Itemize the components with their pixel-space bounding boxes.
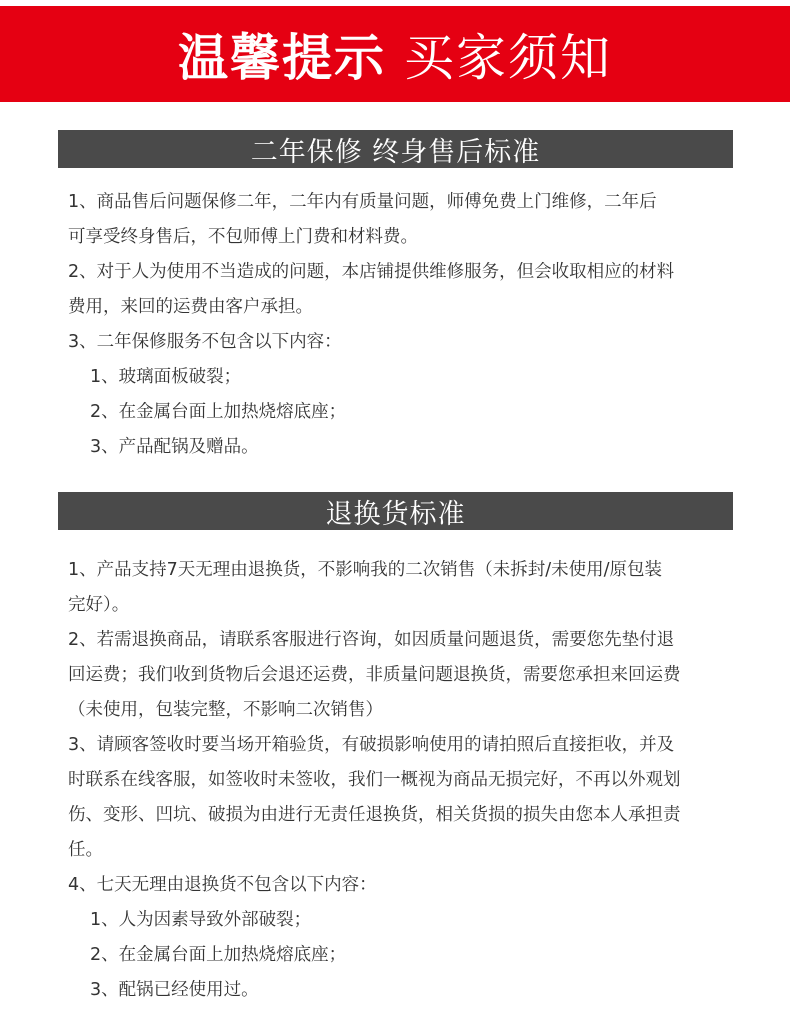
warranty-line: 可享受终身售后，不包师傅上门费和材料费。 <box>68 227 418 247</box>
warranty-exclusion-item: 2、在金属台面上加热烧熔底座； <box>90 402 347 422</box>
warranty-line: 费用，来回的运费由客户承担。 <box>68 297 313 317</box>
header-banner <box>0 6 790 102</box>
returns-exclusion-item: 2、在金属台面上加热烧熔底座； <box>90 945 347 965</box>
section-title-warranty-text: 二年保修 终身售后标准 <box>250 136 541 168</box>
returns-line: 伤、变形、凹坑、破损为由进行无责任退换货，相关货损的损失由您本人承担责 <box>68 805 681 825</box>
section-content-returns <box>68 553 768 1008</box>
returns-line: 3、请顾客签收时要当场开箱验货，有破损影响使用的请拍照后直接拒收，并及 <box>68 735 675 755</box>
returns-exclusion-item: 3、配锅已经使用过。 <box>90 980 259 1000</box>
warranty-exclusion-item: 3、产品配锅及赠品。 <box>90 437 259 457</box>
section-content-warranty <box>68 185 768 465</box>
page-title-thin: 买家须知 <box>404 29 612 87</box>
warranty-exclusion-item: 1、玻璃面板破裂； <box>90 367 242 387</box>
returns-line: （未使用，包装完整，不影响二次销售） <box>68 700 383 720</box>
page-title <box>178 18 612 90</box>
returns-line: 2、若需退换商品，请联系客服进行咨询，如因质量问题退货，需要您先垫付退 <box>68 630 675 650</box>
warranty-line: 2、对于人为使用不当造成的问题，本店铺提供维修服务，但会收取相应的材料 <box>68 262 675 282</box>
section-title-returns <box>58 492 733 530</box>
returns-line: 完好）。 <box>68 595 130 615</box>
section-title-returns-text: 退换货标准 <box>325 498 466 530</box>
warranty-line: 3、二年保修服务不包含以下内容： <box>68 332 342 352</box>
returns-line: 任。 <box>68 840 103 860</box>
returns-line: 4、七天无理由退换货不包含以下内容： <box>68 875 377 895</box>
section-title-warranty <box>58 130 733 168</box>
returns-line: 回运费；我们收到货物后会退还运费，非质量问题退换货，需要您承担来回运费 <box>68 665 681 685</box>
page-title-bold: 温馨提示 <box>178 29 386 87</box>
returns-line: 1、产品支持7天无理由退换货，不影响我的二次销售（未拆封/未使用/原包装 <box>68 560 663 580</box>
returns-exclusion-item: 1、人为因素导致外部破裂； <box>90 910 312 930</box>
returns-line: 时联系在线客服，如签收时未签收，我们一概视为商品无损完好，不再以外观划 <box>68 770 681 790</box>
warranty-line: 1、商品售后问题保修二年，二年内有质量问题，师傅免费上门维修，二年后 <box>68 192 657 212</box>
